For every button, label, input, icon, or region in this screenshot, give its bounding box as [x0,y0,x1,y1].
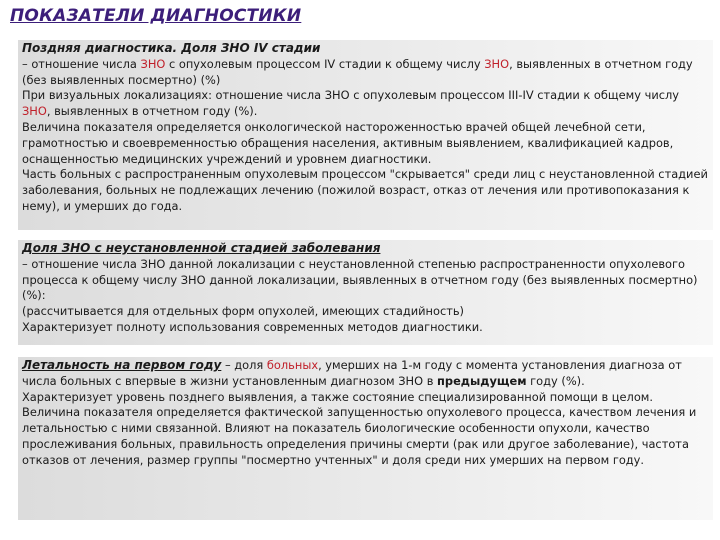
text-fragment: При визуальных локализациях: отношение числа ЗНО с опухолевым процессом III-IV стадии к общему числу [22,88,680,103]
text-fragment: , выявленных в отчетном году (без выявленных посмертно) (%) [22,56,693,87]
text-fragment: – доля [221,358,267,372]
characteristic-paragraph: Характеризует полноту использования современных методов диагностики. [22,319,483,334]
highlight-patients: больных [266,358,319,372]
calculation-note: (рассчитывается для отдельных форм опухолей, имеющих стадийность) [22,304,464,319]
text-fragment: с опухолевым процессом IV стадии к общему числу [165,56,485,71]
section-heading-text: Доля ЗНО с неустановленной стадией заболевания [22,241,381,255]
highlight-zno: ЗНО [140,56,166,71]
section-heading-text: Летальность на первом году [22,358,222,372]
text-fragment: году (%). [526,373,585,388]
characteristic-paragraph: Характеризует уровень позднего выявления, а также состояние специализированной помощи в целом. [22,389,654,404]
page-title: ПОКАЗАТЕЛИ ДИАГНОСТИКИ [10,6,302,26]
section-unknown-stage [18,240,713,345]
highlight-zno: ЗНО [22,104,47,119]
section-heading [18,240,713,257]
highlight-previous-year: предыдущем [437,373,527,388]
hidden-patients-paragraph: Часть больных с распространенным опухолевым процессом "скрывается" среди лиц с неустановленной стадией заболевания, больных не подлежащих лечению (пожилой возраст, отказ от лечения или противопоказания к нему), и умерших до года. [22,167,708,213]
section-first-year-mortality [18,357,713,520]
definition-paragraph [18,57,713,89]
highlight-zno: ЗНО [484,56,510,71]
visual-localization-paragraph [18,88,713,120]
definition-paragraph [18,357,713,390]
text-fragment: , умерших на 1-м году с момента установления диагноза от числа больных с впервые в жизни установленным диагнозом ЗНО в [22,358,682,388]
section-late-diagnostics [18,40,713,230]
section-heading-text: Поздняя диагностика. Доля ЗНО IV стадии [22,41,321,55]
value-paragraph: Величина показателя определяется онкологической настороженностью врачей общей лечебной сети, грамотностью и своевременностью обращения населения, активным выявлением, квалификацией кадров, оснащенностью медицинских учреждений и уровнем диагностики. [22,119,674,166]
text-fragment: – отношение числа [22,56,141,71]
definition-paragraph: – отношение числа ЗНО данной локализации с неустановленной степенью распространенности опухолевого процесса к общему числу ЗНО данной локализации, выявленных в отчетном году (без выявленных посмертно) (%): [22,256,698,303]
section-heading [18,40,713,57]
value-paragraph: Величина показателя определяется фактической запущенностью опухолевого процесса, качеством лечения и летальностью с ними связанной. Влияют на показатель биологические особенности опухоли, качество прослеживания больных, правильность определения причины смерти (рак или другое заболевание), частота отказов от лечения, размер группы "посмертно учтенных" и доля среди них умерших на первом году. [22,405,697,467]
text-fragment: , выявленных в отчетном году (%). [46,104,258,119]
